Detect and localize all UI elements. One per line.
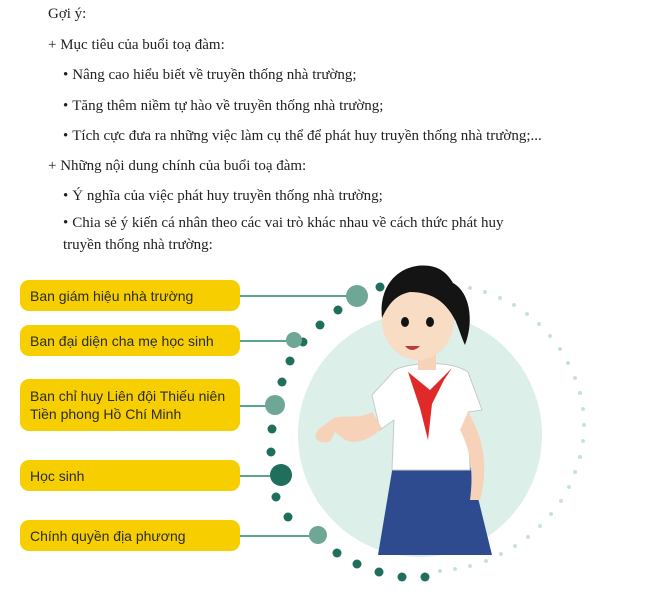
bullet-icon: •	[63, 215, 69, 231]
role-parents-committee	[20, 325, 240, 356]
role-label-line1: Ban chỉ huy Liên đội Thiếu niên	[30, 388, 226, 404]
bullet-icon: •	[63, 128, 69, 144]
role-label: Chính quyền địa phương	[30, 527, 186, 544]
hint-heading: Gợi ý:	[48, 6, 87, 22]
connector-line	[240, 295, 356, 297]
role-school-board	[20, 280, 240, 311]
objective-item-3: Tích cực đưa ra những việc làm cụ thể để phát huy truyền thống nhà trường;...	[72, 128, 542, 144]
role-label: Ban giám hiệu nhà trường	[30, 287, 194, 304]
objective-item-2: Tăng thêm niềm tự hào về truyền thống nhà trường;	[72, 98, 384, 114]
bullet-icon: •	[63, 188, 69, 204]
node-dot	[286, 332, 302, 348]
node-dot	[346, 285, 368, 307]
bullet-icon: •	[63, 67, 69, 83]
node-dot	[309, 526, 327, 544]
bullet-icon: •	[63, 98, 69, 114]
connector-line	[240, 340, 290, 342]
objective-item-1: Nâng cao hiểu biết về truyền thống nhà trường;	[72, 67, 357, 83]
node-dot	[270, 464, 292, 486]
content-item-2-line2: truyền thống nhà trường:	[63, 237, 213, 253]
content-item-1: Ý nghĩa của việc phát huy truyền thống nhà trường;	[72, 188, 383, 204]
objectives-label: + Mục tiêu của buổi toạ đàm:	[48, 37, 225, 53]
node-dot	[265, 395, 285, 415]
role-students	[20, 460, 240, 491]
role-label: Ban đại diện cha mẹ học sinh	[30, 332, 214, 349]
role-label-line2: Tiền phong Hồ Chí Minh	[30, 406, 182, 422]
content-item-2-line1: Chia sẻ ý kiến cá nhân theo các vai trò khác nhau về cách thức phát huy	[72, 215, 504, 231]
role-label: Học sinh	[30, 467, 85, 484]
role-local-government	[20, 520, 240, 551]
role-youth-union-command	[20, 379, 240, 431]
contents-label: + Những nội dung chính của buổi toạ đàm:	[48, 158, 307, 174]
connector-line	[240, 535, 318, 537]
